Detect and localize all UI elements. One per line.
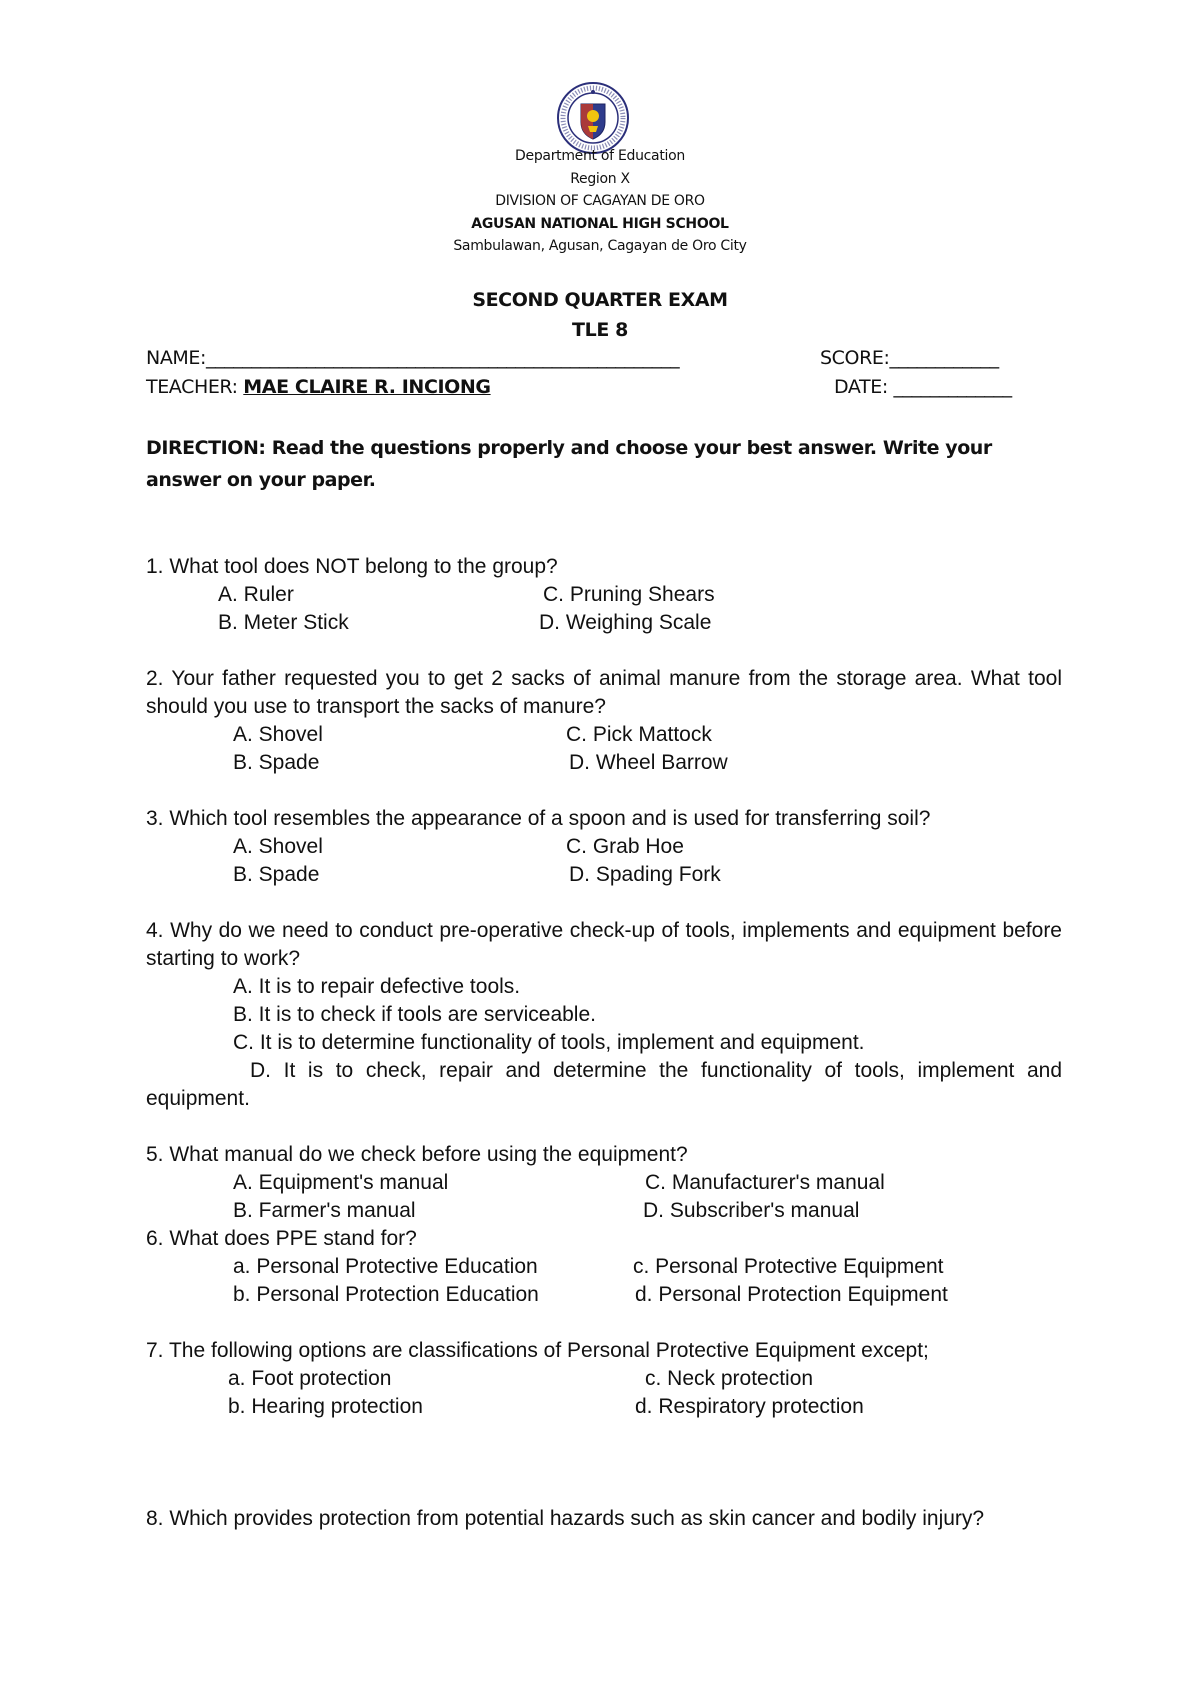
- teacher-date-row: [146, 376, 1052, 398]
- option-7b: b. Hearing protection: [228, 1395, 423, 1418]
- option-3d: D. Spading Fork: [569, 863, 721, 886]
- school-address: Sambulawan, Agusan, Cagayan de Oro City: [453, 238, 747, 254]
- option-3a: A. Shovel: [233, 835, 323, 858]
- question-3: 3. Which tool resembles the appearance of a spoon and is used for transferring soil?: [146, 807, 931, 830]
- name-field: NAME:____________________________________________________: [146, 347, 680, 369]
- question-7: 7. The following options are classifications of Personal Protective Equipment except;: [146, 1339, 929, 1362]
- teacher-name: MAE CLAIRE R. INCIONG: [243, 376, 491, 398]
- school-name: AGUSAN NATIONAL HIGH SCHOOL: [471, 215, 729, 232]
- option-5b: B. Farmer's manual: [233, 1199, 416, 1222]
- exam-title: SECOND QUARTER EXAM: [472, 289, 728, 311]
- question-4: 4. Why do we need to conduct pre-operative check-up of tools, implements and equipment before starting to work?: [146, 919, 1062, 970]
- option-7a: a. Foot protection: [228, 1367, 392, 1390]
- region-name: Region X: [570, 170, 630, 187]
- exam-subject: TLE 8: [572, 319, 628, 341]
- option-5c: C. Manufacturer's manual: [645, 1171, 885, 1194]
- option-3c: C. Grab Hoe: [566, 835, 684, 858]
- teacher-label: TEACHER:: [146, 376, 244, 398]
- question-1: 1. What tool does NOT belong to the group?: [146, 555, 558, 578]
- name-score-row: [146, 347, 1052, 369]
- question-2: 2. Your father requested you to get 2 sacks of animal manure from the storage area. What tool should you use to transport the sacks of manure?: [146, 667, 1062, 718]
- option-6a: a. Personal Protective Education: [233, 1255, 538, 1278]
- score-field: SCORE:____________: [820, 347, 999, 369]
- option-4c: C. It is to determine functionality of tools, implement and equipment.: [233, 1031, 865, 1054]
- option-2b: B. Spade: [233, 751, 320, 774]
- option-5d: D. Subscriber's manual: [643, 1199, 860, 1222]
- question-6: 6. What does PPE stand for?: [146, 1227, 417, 1250]
- deped-seal-icon: [557, 82, 629, 154]
- department-name: Department of Education: [515, 148, 685, 164]
- option-1a: A. Ruler: [218, 583, 294, 606]
- option-4d: D. It is to check, repair and determine the functionality of tools, implement and equipment.: [146, 1059, 1062, 1110]
- option-2a: A. Shovel: [233, 723, 323, 746]
- option-6b: b. Personal Protection Education: [233, 1283, 539, 1306]
- date-field: DATE: _____________: [834, 376, 1012, 398]
- option-5a: A. Equipment's manual: [233, 1171, 449, 1194]
- question-5: 5. What manual do we check before using the equipment?: [146, 1143, 688, 1166]
- division-name: DIVISION OF CAGAYAN DE ORO: [495, 193, 705, 209]
- option-1c: C. Pruning Shears: [543, 583, 715, 606]
- option-7c: c. Neck protection: [645, 1367, 814, 1390]
- option-3b: B. Spade: [233, 863, 320, 886]
- question-8: 8. Which provides protection from potential hazards such as skin cancer and bodily injury?: [146, 1507, 985, 1530]
- option-6c: c. Personal Protective Equipment: [633, 1255, 944, 1278]
- option-2d: D. Wheel Barrow: [569, 751, 728, 774]
- option-4a: A. It is to repair defective tools.: [233, 975, 521, 998]
- school-header: [0, 145, 1200, 258]
- option-1b: B. Meter Stick: [218, 611, 349, 634]
- option-6d: d. Personal Protection Equipment: [635, 1283, 948, 1306]
- option-7d: d. Respiratory protection: [635, 1395, 864, 1418]
- option-4b: B. It is to check if tools are serviceable.: [233, 1003, 596, 1026]
- option-1d: D. Weighing Scale: [539, 611, 712, 634]
- option-2c: C. Pick Mattock: [566, 723, 712, 746]
- direction-text: DIRECTION: Read the questions properly and choose your best answer. Write your answer on your paper.: [146, 437, 992, 491]
